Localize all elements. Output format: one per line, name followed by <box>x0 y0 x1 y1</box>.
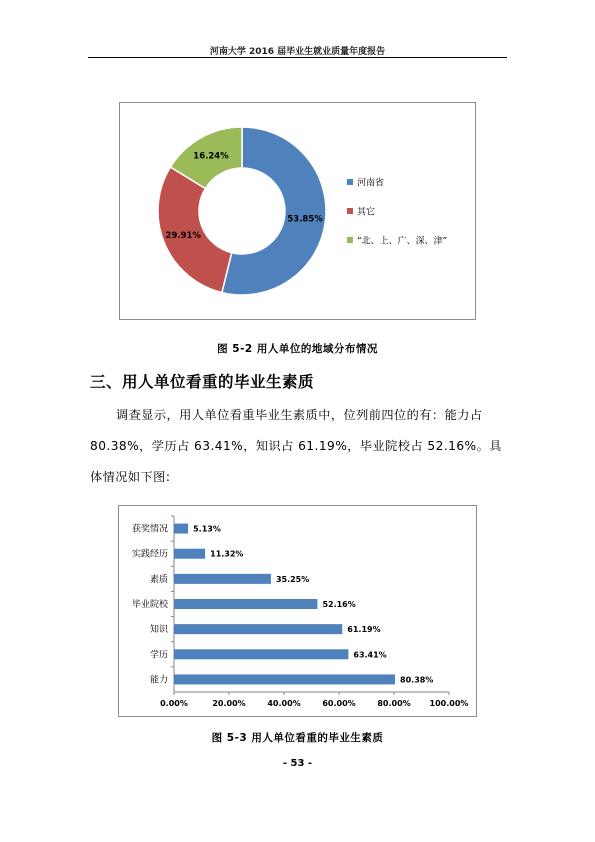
bar-chart-frame <box>118 505 477 717</box>
legend-swatch <box>347 208 353 214</box>
x-tick-label: 0.00% <box>160 699 188 708</box>
donut-chart <box>120 103 475 319</box>
bar-chart <box>119 506 476 716</box>
category-label: 学历 <box>149 650 168 661</box>
slice-value-label: 53.85% <box>287 214 323 225</box>
bar-value-label: 80.38% <box>400 675 434 685</box>
bar <box>174 574 271 584</box>
x-tick-label: 40.00% <box>267 699 301 708</box>
header-rule <box>88 57 507 58</box>
bar <box>174 624 342 634</box>
category-label: 获奖情况 <box>131 524 168 535</box>
bar-value-label: 61.19% <box>347 625 381 635</box>
donut-slice <box>158 167 232 292</box>
page-header: 河南大学 2016 届毕业生就业质量年度报告 <box>209 47 386 57</box>
body-paragraph: 调查显示，用人单位看重毕业生素质中，位列前四位的有：能力占 80.38%，学历占 63.41%，知识占 61.19%，毕业院校占 52.16%。具体情况如下图: <box>90 408 502 484</box>
page-number: - 53 - <box>282 758 313 769</box>
legend-label: “北、上、广、深、津” <box>357 236 448 247</box>
section-title: 三、用人单位看重的毕业生素质 <box>90 373 315 391</box>
bar <box>174 599 317 609</box>
legend-swatch <box>347 179 353 185</box>
bar-value-label: 35.25% <box>275 574 310 584</box>
bar <box>174 549 205 559</box>
category-label: 毕业院校 <box>131 600 168 610</box>
x-tick-label: 100.00% <box>429 699 469 708</box>
figure-caption-5-2: 图 5-2 用人单位的地域分布情况 <box>217 343 378 355</box>
legend-swatch <box>347 237 353 243</box>
slice-value-label: 29.91% <box>165 231 201 242</box>
category-label: 实践经历 <box>131 549 168 560</box>
slice-value-label: 16.24% <box>193 151 229 162</box>
category-label: 知识 <box>149 625 168 636</box>
bar-value-label: 52.16% <box>322 600 356 609</box>
donut-chart-frame <box>119 102 476 320</box>
bar-value-label: 63.41% <box>353 650 387 660</box>
category-label: 素质 <box>149 574 168 585</box>
x-tick-label: 80.00% <box>377 699 411 708</box>
x-tick-label: 20.00% <box>212 699 246 708</box>
bar <box>174 524 188 534</box>
x-tick-label: 60.00% <box>322 699 356 708</box>
bar <box>174 674 395 684</box>
category-label: 能力 <box>149 675 168 686</box>
bar-value-label: 5.13% <box>193 524 221 534</box>
bar-value-label: 11.32% <box>210 549 244 559</box>
bar <box>174 649 348 659</box>
figure-caption-5-3: 图 5-3 用人单位看重的毕业生素质 <box>211 732 384 744</box>
legend-label: 河南省 <box>357 178 385 189</box>
legend-label: 其它 <box>357 207 376 218</box>
